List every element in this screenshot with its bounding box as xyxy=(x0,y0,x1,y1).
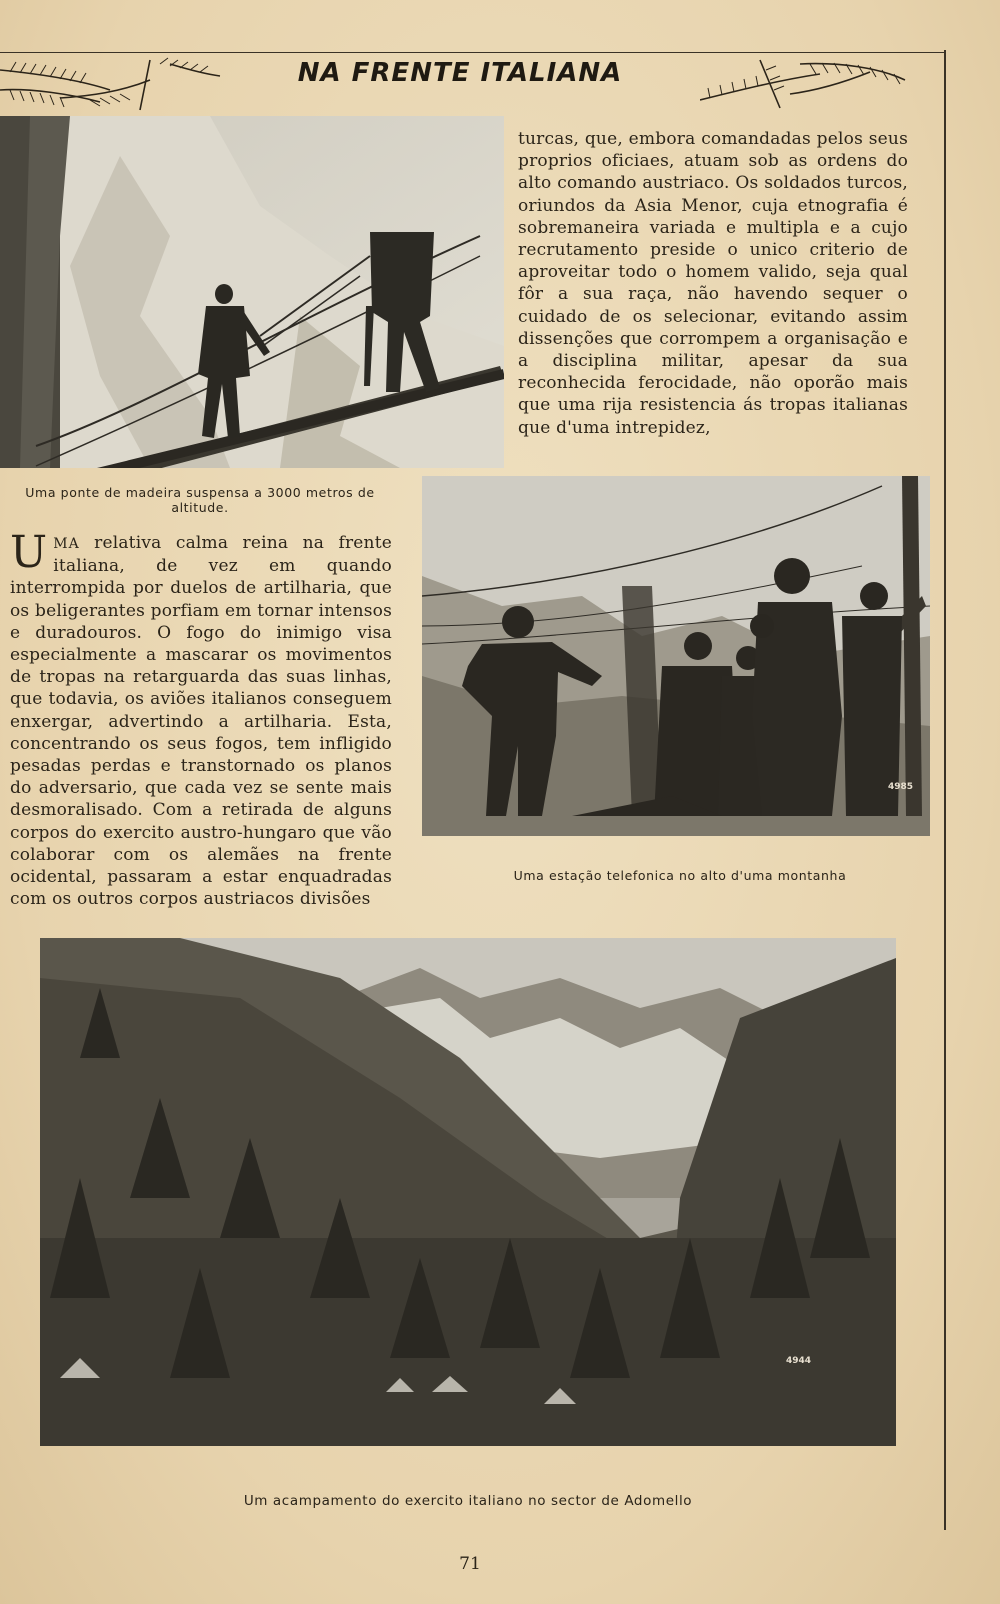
caption-telephone-text: Uma estação telefonica no alto d'uma montanha xyxy=(513,868,847,883)
photo-suspended-bridge xyxy=(0,116,504,468)
left-branch-ornament xyxy=(0,50,230,114)
caption-mountain-camp xyxy=(40,1493,896,1509)
right-branch-ornament xyxy=(700,50,920,114)
article-right-column-top xyxy=(518,128,908,444)
photo-telephone-station xyxy=(422,476,930,836)
photo-mountain-camp xyxy=(40,938,896,1446)
caption-telephone-station xyxy=(430,868,930,883)
page-title: NA FRENTE ITALIANA xyxy=(297,58,623,88)
drop-cap-letter: U xyxy=(10,527,48,578)
caption-camp-text: Um acampamento do exercito italiano no sector de Adomello xyxy=(243,1493,693,1509)
article-paragraph-continued: turcas, que, embora comandadas pelos seus proprios oficiaes, atuam sob as ordens do alto comando austriaco. Os soldados turcos, oriundos da Asia Menor, cuja etnografia é sobremaneira variada e multipla e a cujo recrutamento preside o unico criterio de aproveitar todo o homem valido, seja qual fôr a sua raça, não havendo sequer o cuidado de os selecionar, evitando assim dissenções que corrompem a organisação e a disciplina militar, apesar da sua reconhecida ferocidade, não oporão mais que uma rija resistencia ás tropas italianas que d'uma intrepidez, xyxy=(518,129,908,438)
photo-number-camp: 4944 xyxy=(786,1356,812,1366)
photo-number-telephone: 4985 xyxy=(888,782,914,792)
article-lead-text: relativa calma reina na frente italiana, de vez em quando interrompida por duelos de artilharia, que os beligerantes porfiam em tornar intensos e duradouros. O fogo do inimigo visa especialmente a mascarar os movimentos de tropas na retarguarda das suas linhas, que todavia, os aviões italianos conseguem enxergar, advertindo a artilharia. Esta, concentrando os seus fogos, tem infligido pesadas perdas e transtornado os planos do adversario, que cada vez se sente mais desmoralisado. Com a retirada de alguns corpos do exercito austro-hungaro que vão colaborar com os alemães na frente ocidental, passaram a estar enquadradas com os outros corpos austriacos divisões xyxy=(10,533,392,910)
article-lead-paragraph xyxy=(10,527,392,910)
page-number: 71 xyxy=(459,1554,481,1574)
article-left-column xyxy=(10,527,392,912)
lead-small-caps: MA xyxy=(53,536,80,552)
caption-suspended-bridge xyxy=(8,485,392,515)
right-margin-rule xyxy=(944,50,946,1530)
caption-bridge-text: Uma ponte de madeira suspensa a 3000 metros de altitude. xyxy=(25,485,375,515)
